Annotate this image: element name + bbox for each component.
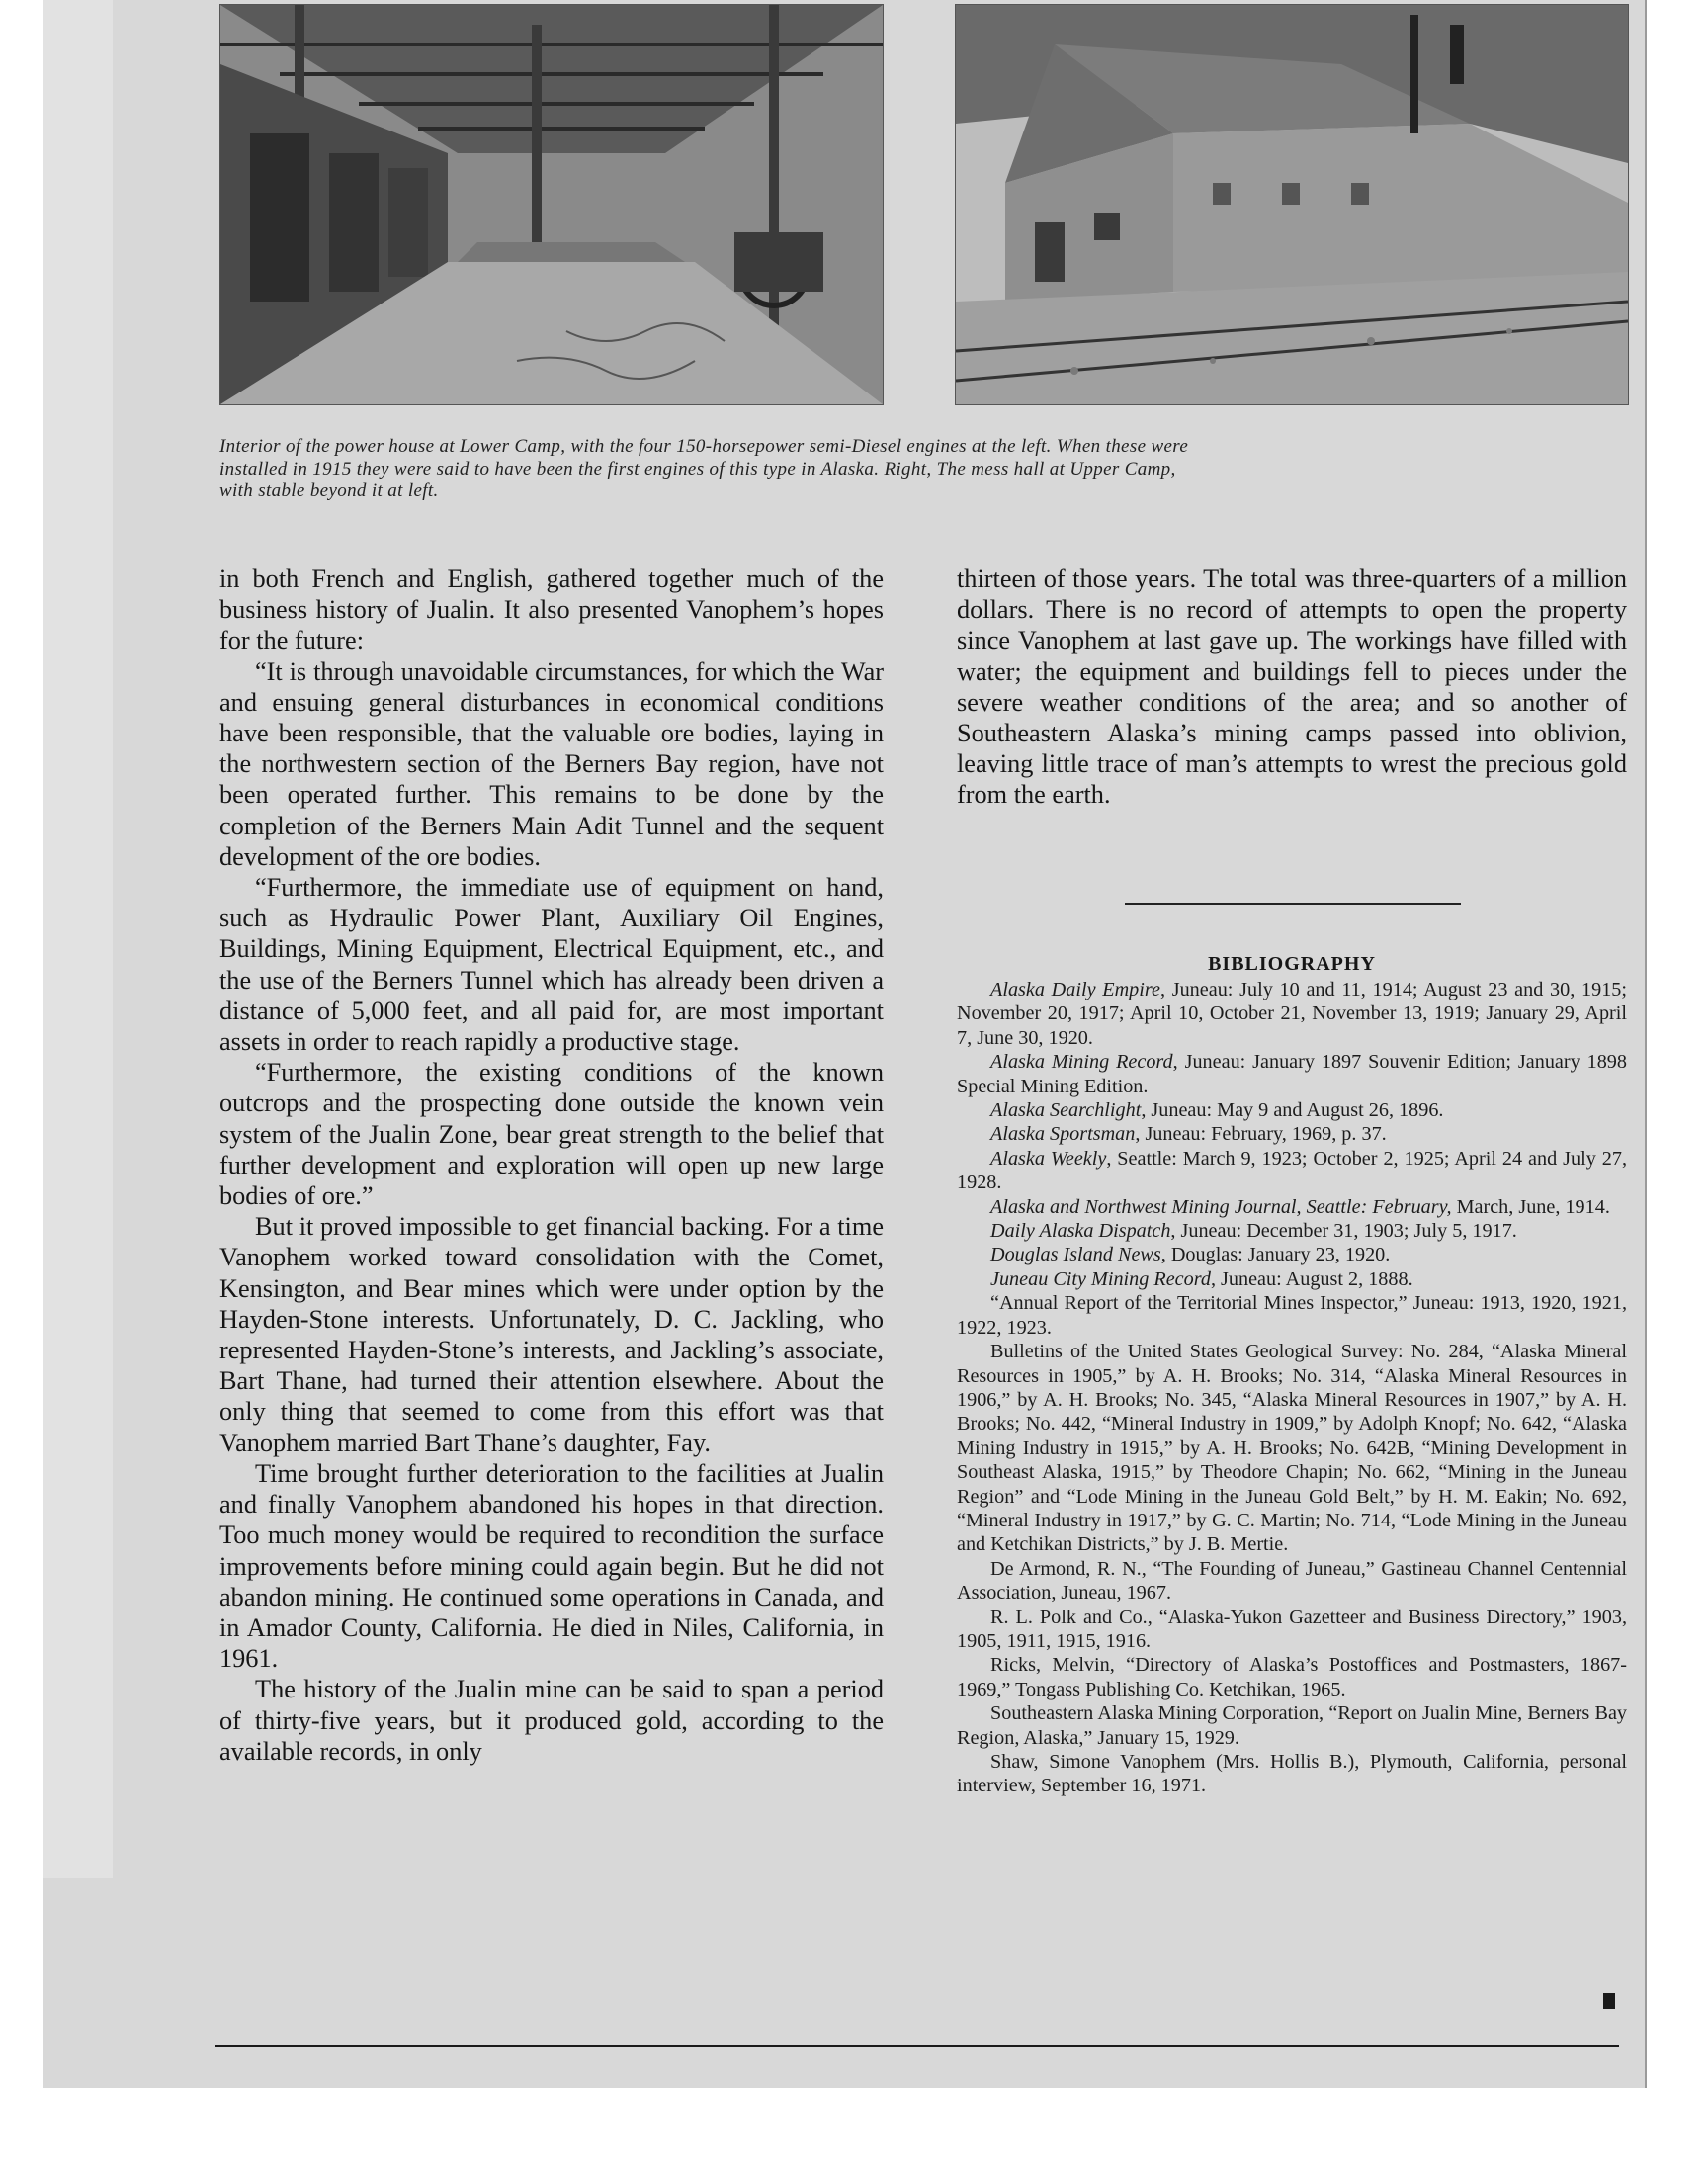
bibliography-entry: [957, 1750, 1627, 1798]
bibliography-entry: [957, 1606, 1627, 1654]
paragraph: “Furthermore, the existing conditions of the known outcrops and the prospecting done outside the known vein system of the Jualin Zone, bear great strength to the belief that further development and exploration will open up new large bodies of ore.”: [219, 1058, 884, 1211]
bibliography-entry: [957, 1122, 1627, 1146]
paragraph: in both French and English, gathered together much of the business history of Jualin. It also presented Vanophem’s hopes for the future:: [219, 565, 884, 655]
article-column-right: [957, 564, 1627, 811]
bibliography-list: [957, 978, 1627, 1798]
bibliography-entry-title: Douglas Island News: [990, 1244, 1161, 1266]
page-bottom-rule: [215, 2044, 1619, 2047]
paragraph: But it proved impossible to get financial backing. For a time Vanophem worked toward consolidation with the Comet, Kensington, and Bear mines which were under option by the Hayden-Stone interests. Unfortunately, D. C. Jackling, who represented Hayden-Stone’s interests, and Jackling’s associate, Bart Thane, had turned their attention elsewhere. About the only thing that seemed to come from this effort was that Vanophem married Bart Thane’s daughter, Fay.: [219, 1212, 884, 1457]
bibliography-entry-text: , Juneau: February, 1969, p. 37.: [1135, 1123, 1387, 1146]
power-house-interior-photo: [219, 4, 884, 405]
bibliography-entry-text: Shaw, Simone Vanophem (Mrs. Hollis B.), Plymouth, California, personal interview, September 16, 1971.: [957, 1751, 1627, 1797]
bibliography-entry-text: “Annual Report of the Territorial Mines Inspector,” Juneau: 1913, 1920, 1921, 1922, 1923.: [957, 1292, 1627, 1339]
bibliography-entry-text: R. L. Polk and Co., “Alaska-Yukon Gazetteer and Business Directory,” 1903, 1905, 1911, 1915, 1916.: [957, 1606, 1627, 1652]
paragraph: “Furthermore, the immediate use of equipment on hand, such as Hydraulic Power Plant, Auxiliary Oil Engines, Buildings, Mining Equipment, Electrical Equipment, etc., and the use of the Berners Tunnel which has already been driven a distance of 5,000 feet, and all paid for, are most important assets in order to reach rapidly a productive stage.: [219, 873, 884, 1057]
bibliography-entry-text: Southeastern Alaska Mining Corporation, “Report on Jualin Mine, Berners Bay Region, Alaska,” January 15, 1929.: [957, 1702, 1627, 1749]
bibliography-entry: [957, 1147, 1627, 1195]
bibliography-entry-text: , Juneau: May 9 and August 26, 1896.: [1141, 1099, 1444, 1122]
bibliography-entry: [957, 1195, 1627, 1219]
bibliography-entry-text: , Douglas: January 23, 1920.: [1160, 1244, 1391, 1266]
bibliography-entry: [957, 1653, 1627, 1701]
bibliography-entry: [957, 1557, 1627, 1606]
bibliography-entry: [957, 1267, 1627, 1291]
mess-hall-photo: [955, 4, 1629, 405]
bibliography-entry: [957, 1219, 1627, 1243]
photo-caption: Interior of the power house at Lower Camp, with the four 150-horsepower semi-Diesel engines at the left. When these were installed in 1915 they were said to have been the first engines of this type in Alaska. Right, The mess hall at Upper Camp, with stable beyond it at left.: [219, 436, 1189, 501]
bibliography-entry-text: , Seattle: March 9, 1923; October 2, 1925; April 24 and July 27, 1928.: [957, 1147, 1627, 1194]
paragraph: “It is through unavoidable circumstances, for which the War and ensuing general disturbances in economical conditions have been responsible, that the valuable ore bodies, laying in the northwestern section of the Berners Bay region, have not been operated further. This remains to be done by the completion of the Berners Main Adit Tunnel and the sequent development of the ore bodies.: [219, 656, 884, 871]
bibliography-entry-text: Bulletins of the United States Geological Survey: No. 284, “Alaska Mineral Resources in 1905,” by A. H. Brooks; No. 314, “Alaska Mineral Resources in 1906,” by A. H. Brooks; No. 345, “Alaska Mineral Resources in 1907,” by A. H. Brooks; No. 442, “Mineral Industry in 1909,” by Adolph Knopf; No. 642, “Alaska Mining Industry in 1915,” by A. H. Brooks; No. 642B, “Mining Development in Southeast Alaska, 1915,” by Theodore Chapin; No. 662, “Mining in the Juneau Region” and “Lode Mining in the Juneau Gold Belt,” by H. M. Eakin; No. 692, “Mineral Industry in 1917,” by G. C. Martin; No. 714, “Lode Mining in the Juneau and Ketchikan Districts,” by J. B. Mertie.: [957, 1341, 1627, 1556]
bibliography-entry-text: , Juneau: August 2, 1888.: [1210, 1267, 1413, 1290]
section-divider: [1125, 903, 1461, 905]
bibliography-entry-text: , Juneau: January 1897 Souvenir Edition; January 1898 Special Mining Edition.: [957, 1051, 1627, 1097]
bibliography-entry: [957, 1701, 1627, 1750]
paragraph: The history of the Jualin mine can be said to span a period of thirty-five years, but it produced gold, according to the available records, in only: [219, 1675, 884, 1766]
bibliography-entry-text: , Juneau: July 10 and 11, 1914; August 23 and 30, 1915; November 20, 1917; April 10, October 21, November 13, 1919; January 29, April 7, June 30, 1920.: [957, 979, 1627, 1049]
bibliography-entry-text: March, June, 1914.: [1451, 1195, 1610, 1218]
bibliography-entry-title: Daily Alaska Dispatch: [990, 1220, 1171, 1243]
bibliography-entry: [957, 1340, 1627, 1557]
paragraph: thirteen of those years. The total was three-quarters of a million dollars. There is no record of attempts to open the property since Vanophem at last gave up. The workings have filled with water; the equipment and buildings fell to pieces under the severe weather conditions of the area; and so another of Southeastern Alaska’s mining camps passed into oblivion, leaving little trace of man’s attempts to wrest the precious gold from the earth.: [957, 565, 1627, 810]
bibliography-entry-title: Alaska Searchlight: [990, 1099, 1142, 1122]
bibliography-entry-text: De Armond, R. N., “The Founding of Juneau,” Gastineau Channel Centennial Association, Juneau, 1967.: [957, 1557, 1627, 1605]
end-mark: [1603, 1993, 1615, 2009]
bibliography-entry-title: Alaska Sportsman: [990, 1123, 1136, 1146]
bibliography-entry-title: Alaska Weekly: [990, 1147, 1107, 1170]
bibliography-entry: [957, 1098, 1627, 1122]
bibliography-entry-text: Ricks, Melvin, “Directory of Alaska’s Postoffices and Postmasters, 1867-1969,” Tongass Publishing Co. Ketchikan, 1965.: [957, 1654, 1627, 1700]
bibliography-entry-title: Alaska Mining Record: [990, 1051, 1173, 1074]
torn-page-edge: [43, 0, 113, 1878]
bibliography-entry-title: Alaska and Northwest Mining Journal, Seattle: February,: [990, 1195, 1452, 1218]
paragraph: Time brought further deterioration to the facilities at Jualin and finally Vanophem abandoned his hopes in that direction. Too much money would be required to recondition the surface improvements before mining could again begin. But he did not abandon mining. He continued some operations in Canada, and in Amador County, California. He died in Niles, California, in 1961.: [219, 1458, 884, 1674]
bibliography-entry: [957, 1050, 1627, 1098]
bibliography-heading: BIBLIOGRAPHY: [1208, 953, 1376, 975]
bibliography-entry: [957, 978, 1627, 1050]
bibliography-entry-title: Alaska Daily Empire: [990, 979, 1160, 1000]
bibliography-entry: [957, 1291, 1627, 1340]
bibliography-entry-text: , Juneau: December 31, 1903; July 5, 1917.: [1170, 1220, 1517, 1243]
bibliography-entry: [957, 1243, 1627, 1266]
article-column-left: [219, 564, 884, 1767]
bibliography-entry-title: Juneau City Mining Record: [990, 1267, 1211, 1290]
